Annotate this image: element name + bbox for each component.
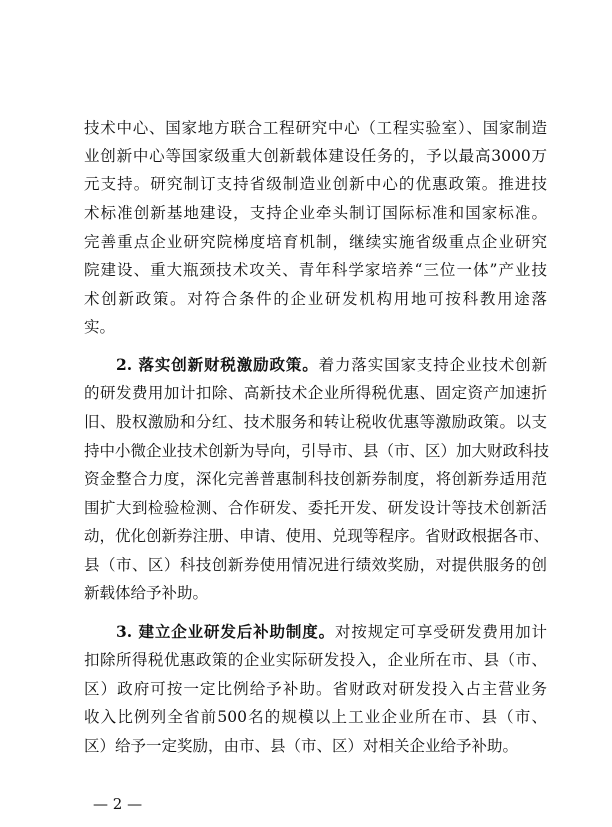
body-text-line: 实。	[84, 318, 116, 336]
paragraph-first-line	[116, 620, 547, 644]
body-text-line: 区）政府可按一定比例给予补助。省财政对研发投入占主营业务	[84, 680, 547, 698]
body-text-line: 区）给予一定奖励，由市、县（市、区）对相关企业给予补助。	[84, 737, 519, 755]
body-text: 对按规定可享受研发费用加计	[334, 623, 547, 641]
body-text-line: 术标准创新基地建设，支持企业牵头制订国际标准和国家标准。	[84, 204, 547, 222]
body-text-line: 元支持。研究制订支持省级制造业创新中心的优惠政策。推进技	[84, 175, 547, 193]
body-text: 着力落实国家支持企业技术创新	[318, 356, 547, 374]
body-text-line: 的研发费用加计扣除、高新技术企业所得税优惠、固定资产加速折	[84, 384, 547, 402]
body-text-line: 旧、股权激励和分红、技术服务和转让税收优惠等激励政策。以支	[84, 413, 547, 431]
section-heading: 3. 建立企业研发后补助制度。	[116, 622, 335, 641]
body-text-line: 持中小微企业技术创新为导向，引导市、县（市、区）加大财政科技	[84, 442, 550, 460]
paragraph-first-line	[116, 353, 547, 377]
body-text-line: 技术中心、国家地方联合工程研究中心（工程实验室）、国家制造	[84, 119, 547, 137]
body-text-line: 县（市、区）科技创新券使用情况进行绩效奖励，对提供服务的创	[84, 556, 547, 574]
page-number: — 2 —	[93, 795, 143, 813]
body-text-line: 新载体给予补助。	[84, 584, 209, 602]
body-text-line: 术创新政策。对符合条件的企业研发机构用地可按科教用途落	[84, 290, 547, 308]
body-text-line: 完善重点企业研究院梯度培育机制，继续实施省级重点企业研究	[84, 233, 547, 251]
body-text-line: 资金整合力度，深化完善普惠制科技创新券制度，将创新券适用范	[84, 470, 547, 488]
body-text-line: 扣除所得税优惠政策的企业实际研发投入，企业所在市、县（市、	[84, 651, 547, 669]
body-text-line: 动，优化创新券注册、申请、使用、兑现等程序。省财政根据各市、	[84, 527, 550, 545]
section-heading: 2. 落实创新财税激励政策。	[116, 355, 319, 374]
body-text-line: 院建设、重大瓶颈技术攻关、青年科学家培养“三位一体”产业技	[84, 261, 547, 279]
body-text-line: 业创新中心等国家级重大创新载体建设任务的，予以最高3000万	[84, 147, 547, 165]
body-text-line: 收入比例列全省前500名的规模以上工业企业所在市、县（市、	[84, 708, 547, 726]
body-text-line: 围扩大到检验检测、合作研发、委托开发、研发设计等技术创新活	[84, 499, 547, 517]
